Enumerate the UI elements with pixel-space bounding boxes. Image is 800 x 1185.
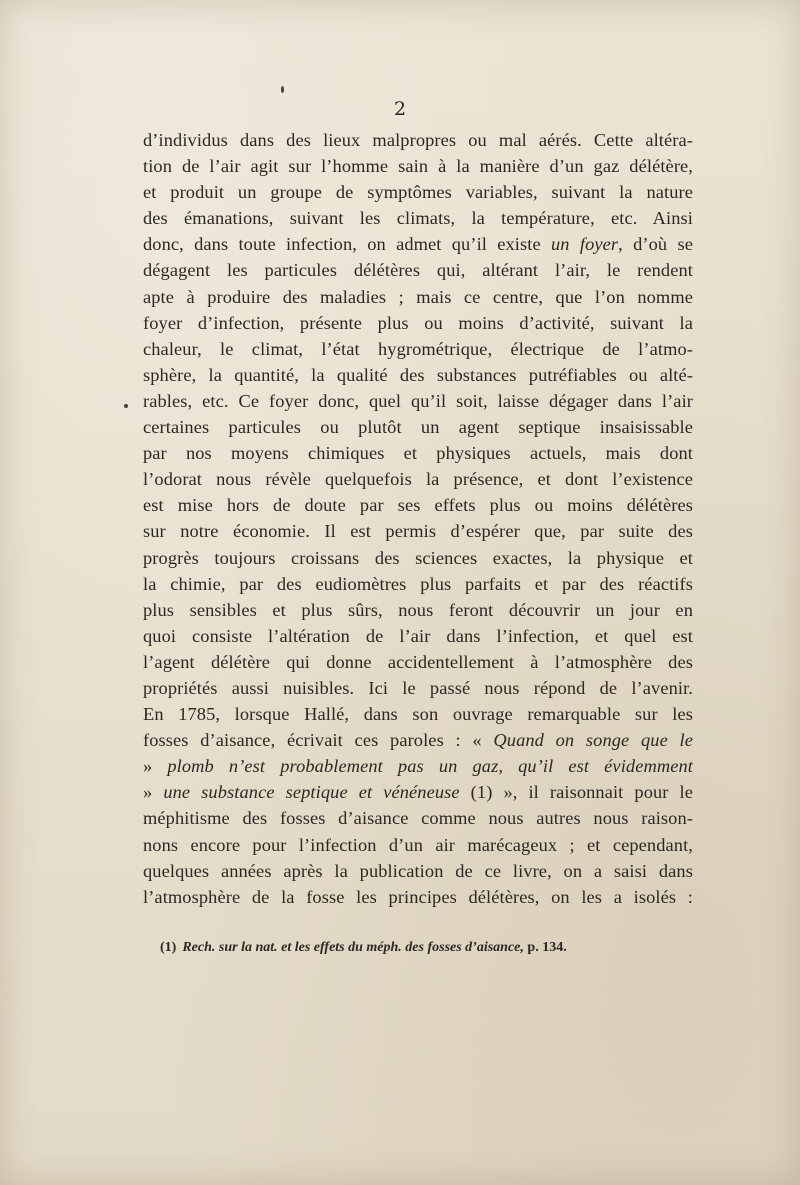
body-text	[143, 127, 693, 910]
emphasis-text: une substance septique et vénéneuse	[163, 782, 460, 803]
text-line: dégagent les particules délétères qui, altérant l’air, le rendent	[143, 260, 693, 281]
text-line: des émanations, suivant les climats, la température, etc. Ainsi	[143, 208, 693, 229]
emphasis-text: plomb n’est probablement pas un gaz, qu’il est évidemment	[167, 756, 693, 777]
text-line: la chimie, par des eudiomètres plus parfaits et par des réactifs	[143, 573, 693, 594]
emphasis-text: un foyer	[551, 234, 619, 255]
text-line: donc, dans toute infection, on admet qu’il existe un foyer, d’où se	[143, 234, 693, 255]
text-line: l’atmosphère de la fosse les principes délétères, on les a isolés :	[143, 886, 693, 907]
text-line: l’agent délétère qui donne accidentellement à l’atmosphère des	[143, 651, 693, 672]
text-line: » une substance septique et vénéneuse (1) », il raisonnait pour le	[143, 782, 694, 803]
text-line: foyer d’infection, présente plus ou moins d’activité, suivant la	[143, 312, 693, 333]
text-line: propriétés aussi nuisibles. Ici le passé nous répond de l’avenir.	[143, 677, 693, 698]
text-line: sphère, la quantité, la qualité des substances putréfiables ou alté-	[143, 364, 693, 385]
ink-speck	[281, 86, 284, 93]
text-line: rables, etc. Ce foyer donc, quel qu’il soit, laisse dégager dans l’air	[143, 390, 693, 411]
text-line: quoi consiste l’altération de l’air dans l’infection, et quel est	[143, 625, 693, 646]
text-line: plus sensibles et plus sûrs, nous feront découvrir un jour en	[143, 599, 693, 620]
text-line: nons encore pour l’infection d’un air marécageux ; et cependant,	[143, 834, 693, 855]
text-line: chaleur, le climat, l’état hygrométrique, électrique de l’atmo-	[143, 338, 693, 359]
text-line: par nos moyens chimiques et physiques actuels, mais dont	[143, 443, 693, 464]
text-line: En 1785, lorsque Hallé, dans son ouvrage remarquable sur les	[143, 704, 693, 725]
text-line: et produit un groupe de symptômes variables, suivant la nature	[143, 182, 693, 203]
text-line: l’odorat nous révèle quelquefois la présence, et dont l’existence	[143, 469, 693, 490]
footnote-page: p. 134.	[523, 940, 567, 955]
footnote-citation: Rech. sur la nat. et les effets du méph. des fosses d’aisance,	[182, 940, 524, 955]
footnote-mark: (1)	[160, 940, 177, 955]
text-line: méphitisme des fosses d’aisance comme nous autres nous raison-	[143, 808, 693, 829]
text-line: tion de l’air agit sur l’homme sain à la manière d’un gaz délétère,	[143, 156, 693, 177]
text-line: certaines particules ou plutôt un agent septique insaisissable	[143, 417, 693, 438]
text-line: sur notre économie. Il est permis d’espérer que, par suite des	[143, 521, 693, 542]
text-line: d’individus dans des lieux malpropres ou mal aérés. Cette altéra-	[143, 130, 693, 150]
text-line: » plomb n’est probablement pas un gaz, qu’il est évidemment	[143, 756, 693, 777]
text-line: est mise hors de doute par ses effets plus ou moins délétères	[143, 495, 693, 516]
text-line: apte à produire des maladies ; mais ce centre, que l’on nomme	[143, 286, 693, 307]
emphasis-text: Quand on songe que le	[493, 730, 693, 751]
ink-speck	[124, 404, 128, 408]
text-line: quelques années après la publication de ce livre, on a saisi dans	[143, 860, 693, 881]
footnote	[160, 940, 660, 956]
text-line: fosses d’aisance, écrivait ces paroles : « Quand on songe que le	[143, 730, 693, 751]
page-number: 2	[393, 98, 407, 120]
text-line: progrès toujours croissans des sciences exactes, la physique et	[143, 547, 693, 568]
